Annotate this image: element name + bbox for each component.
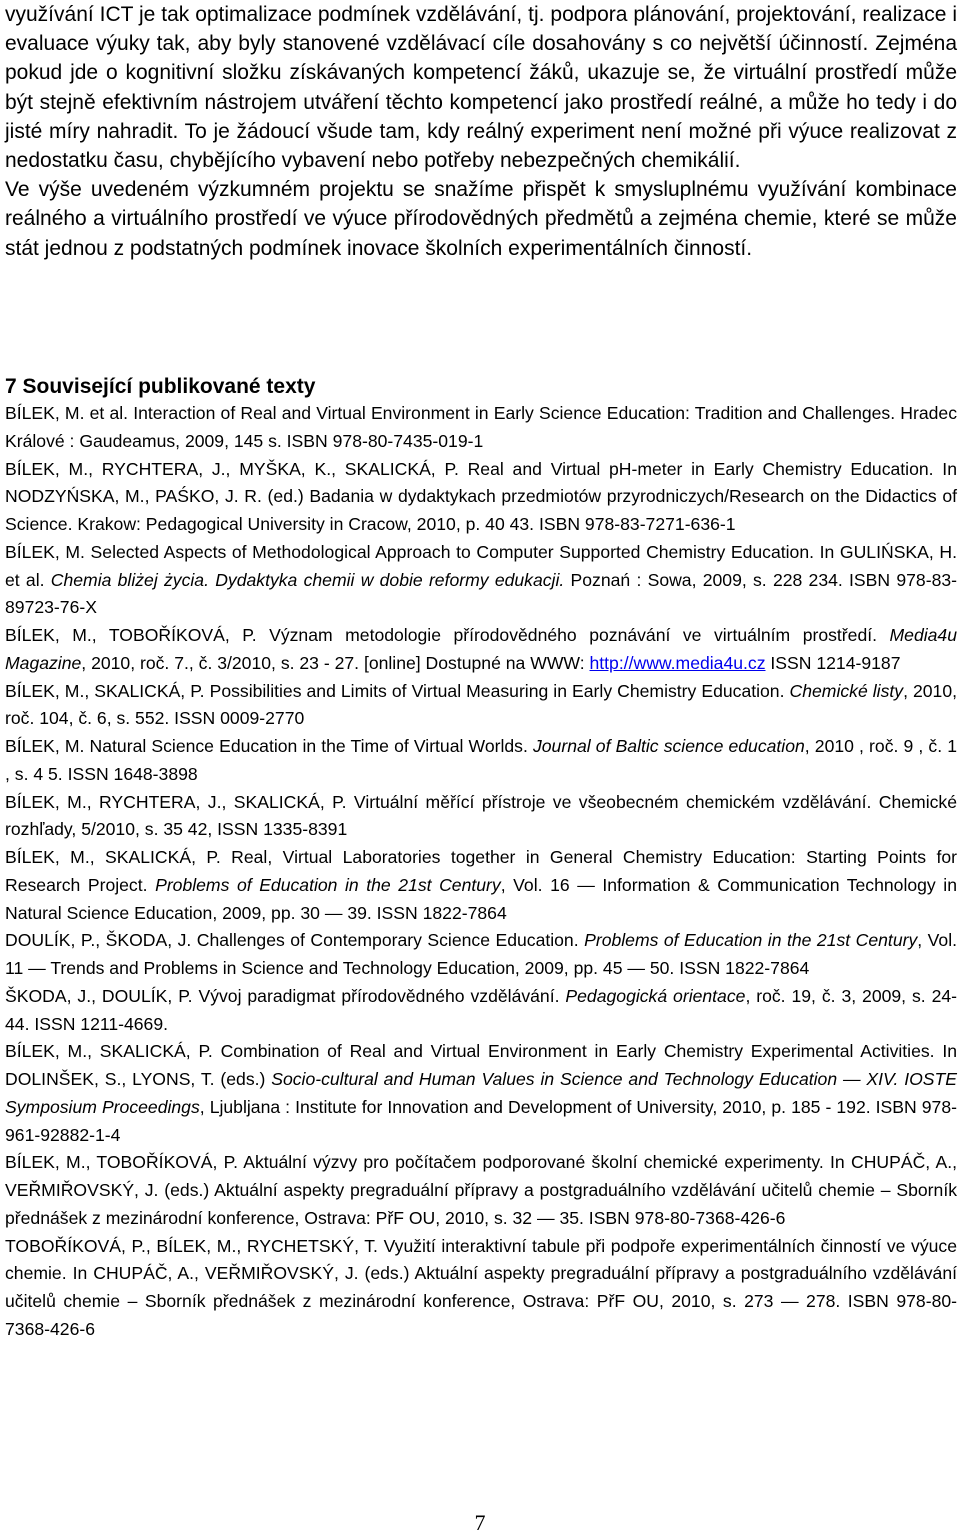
reference-item: BÍLEK, M., RYCHTERA, J., SKALICKÁ, P. Virtuální měřící přístroje ve všeobecném chemickém vzdělávání. Chemické rozhľady, 5/2010, s. 35 42, ISSN 1335-8391 xyxy=(5,791,957,840)
reference-title: Media4u Magazine xyxy=(5,625,957,673)
reference-text: Poznań : Sowa, 2009, s. 228 234. ISBN 978-83-89723-76-X xyxy=(5,569,958,618)
reference-text: ŠKODA, J., DOULÍK, P. Vývoj paradigmat přírodovědného vzdělávání. xyxy=(5,985,566,1006)
reference-item xyxy=(5,539,957,622)
reference-item xyxy=(5,1038,957,1149)
reference-text: BÍLEK, M., TOBOŘÍKOVÁ, P. Význam metodologie přírodovědného poznávání ve virtuálním prostředí. xyxy=(5,625,890,645)
reference-text: , 2010, roč. 7., č. 3/2010, s. 23 - 27. [online] Dostupné na WWW: xyxy=(81,652,590,673)
page-number: 7 xyxy=(474,1510,486,1535)
reference-text: BÍLEK, M., SKALICKÁ, P. Combination of Real and Virtual Environment in Early Chemistry Experimental Activities. In DOLINŠEK, S., LYONS, T. (eds.) xyxy=(5,1041,957,1089)
reference-item: BÍLEK, M. et al. Interaction of Real and Virtual Environment in Early Science Education: Tradition and Challenges. Hradec Králové : Gaudeamus, 2009, 145 s. ISBN 978-80-7435-019-1 xyxy=(5,403,957,451)
section-heading: 7 Související publikované texty xyxy=(5,375,316,398)
intro-paragraph-2: Ve výše uvedeném výzkumném projektu se snažíme přispět k smysluplnému využívání kombinace reálného a virtuálního prostředí ve výuce přírodovědných předmětů a zejména chemie, které se může stát jednou z podstatných podmínek inovace školních experimentálních činností. xyxy=(5,178,957,260)
reference-title: Chemické listy xyxy=(789,680,904,701)
reference-title: Socio-cultural and Human Values in Science and Technology Education — XIV. IOSTE Symposium Proceedings xyxy=(5,1069,957,1117)
reference-title: Problems of Education in the 21st Century xyxy=(155,874,501,895)
reference-text: , Ljubljana : Institute for Innovation and Development of University, 2010, p. 185 - 192. ISBN 978-961-92882-1-4 xyxy=(5,1096,957,1145)
reference-title: Pedagogická orientace xyxy=(565,985,746,1006)
intro-text xyxy=(5,0,957,263)
reference-item: TOBOŘÍKOVÁ, P., BÍLEK, M., RYCHETSKÝ, T. Využití interaktivní tabule při podpoře experimentálních činností ve výuce chemie. In CHUPÁČ, A., VEŘMIŘOVSKÝ, J. (eds.) Aktuální aspekty pregraduální přípravy a postgraduálního vzdělávání učitelů chemie – Sborník přednášek z mezinárodní konference, Ostrava: PřF OU, 2010, s. 273 — 278. ISBN 978-80-7368-426-6 xyxy=(5,1235,957,1339)
reference-text: BÍLEK, M. Selected Aspects of Methodological Approach to Computer Supported Chemistry Education. In GULIŃSKA, H. et al. xyxy=(5,541,957,590)
reference-text: ISSN 1214-9187 xyxy=(765,652,901,673)
reference-title: Journal of Baltic science education xyxy=(532,736,805,756)
reference-text: , 2010, roč. 104, č. 6, s. 552. ISSN 0009-2770 xyxy=(5,680,958,729)
reference-text: BÍLEK, M. Natural Science Education in the Time of Virtual Worlds. xyxy=(5,736,533,756)
reference-item xyxy=(5,733,957,789)
reference-text: BÍLEK, M., SKALICKÁ, P. Possibilities and Limits of Virtual Measuring in Early Chemistry Education. xyxy=(5,680,790,701)
intro-paragraph-1: využívání ICT je tak optimalizace podmínek vzdělávání, tj. podpora plánování, projektování, realizace i evaluace výuky tak, aby byly stanovené vzdělávací cíle dosahovány s co největší účinností. Zejména pokud jde o kognitivní složku získávaných kompetencí žáků, ukazuje se, že virtuální prostředí může být stejně efektivním nástrojem utváření těchto kompetencí jako prostředí reálné, a může ho tedy i do jisté míry nahradit. To je žádoucí všude tam, kdy reálný experiment není možné při výuce realizovat z nedostatku času, chybějícího vybavení nebo potřeby nebezpečných chemikálií. xyxy=(5,3,957,173)
reference-title: Chemia bliżej życia. Dydaktyka chemii w dobie reformy edukacji. xyxy=(50,569,565,590)
reference-text: DOULÍK, P., ŠKODA, J. Challenges of Contemporary Science Education. xyxy=(5,930,585,951)
reference-item xyxy=(5,983,957,1039)
reference-item: BÍLEK, M., TOBOŘÍKOVÁ, P. Aktuální výzvy pro počítačem podporované školní chemické experimenty. In CHUPÁČ, A., VEŘMIŘOVSKÝ, J. (eds.) Aktuální aspekty pregraduální přípravy a postgraduálního vzdělávání učitelů chemie – Sborník přednášek z mezinárodní konference, Ostrava: PřF OU, 2010, s. 32 — 35. ISBN 978-80-7368-426-6 xyxy=(5,1152,957,1228)
reference-text: , Vol. 16 — Information & Communication Technology in Natural Science Education, 2009, pp. 30 — 39. ISSN 1822-7864 xyxy=(5,874,957,923)
reference-item xyxy=(5,622,957,678)
document-page xyxy=(5,0,958,1339)
reference-item xyxy=(5,927,957,983)
reference-title: Problems of Education in the 21st Century xyxy=(584,930,918,951)
media4u-link[interactable]: http://www.media4u.cz xyxy=(589,652,766,673)
reference-text: , 2010 , roč. 9 , č. 1 , s. 4 5. ISSN 1648-3898 xyxy=(5,736,957,784)
reference-item: BÍLEK, M., RYCHTERA, J., MYŠKA, K., SKALICKÁ, P. Real and Virtual pH-meter in Early Chemistry Education. In NODZYŃSKA, M., PAŚKO, J. R. (ed.) Badania w dydaktykach przedmiotów przyrodniczych/Research on the Didactics of Science. Krakow: Pedagogical University in Cracow, 2010, p. 40 43. ISBN 978-83-7271-636-1 xyxy=(5,458,957,534)
reference-text: , Vol. 11 — Trends and Problems in Science and Technology Education, 2009, pp. 45 — 50. ISSN 1822-7864 xyxy=(5,930,957,978)
reference-text: , roč. 19, č. 3, 2009, s. 24-44. ISSN 1211-4669. xyxy=(5,985,958,1034)
reference-item xyxy=(5,844,957,927)
reference-list xyxy=(5,400,957,1344)
reference-item xyxy=(5,678,957,734)
reference-text: BÍLEK, M., SKALICKÁ, P. Real, Virtual Laboratories together in General Chemistry Education: Starting Points for Research Project. xyxy=(5,847,957,895)
